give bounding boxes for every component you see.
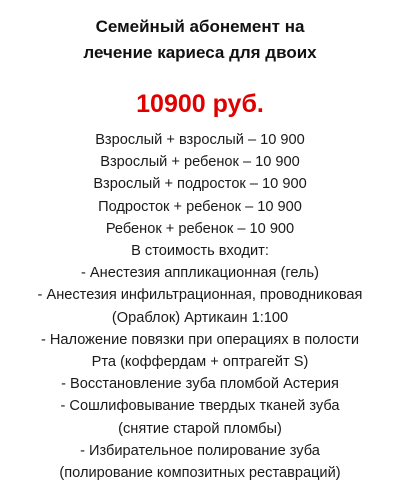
title-line-1: Семейный абонемент на <box>95 17 305 36</box>
includes-line: - Анестезия инфильтрационная, проводниковая <box>37 287 363 304</box>
page-title <box>0 14 400 66</box>
price: 10900 руб. <box>136 90 264 118</box>
option-line: Взрослый + взрослый – 10 900 <box>95 132 305 148</box>
title-line-2: лечение кариеса для двоих <box>83 43 317 62</box>
includes-line: - Анестезия аппликационная (гель) <box>81 265 319 282</box>
includes-line: - Избирательное полирование зуба <box>80 442 320 459</box>
includes-line: - Сошлифовывание твердых тканей зуба <box>60 398 340 415</box>
includes-line: (полирование композитных реставраций) <box>59 465 341 482</box>
option-line: Подросток + ребенок – 10 900 <box>98 198 302 215</box>
includes-heading: В стоимость входит: <box>131 243 269 260</box>
includes-line: (снятие старой пломбы) <box>118 420 282 437</box>
option-line: Ребенок + ребенок – 10 900 <box>105 220 295 237</box>
option-line: Взрослый + ребенок – 10 900 <box>100 154 300 171</box>
description <box>0 129 400 484</box>
includes-line: - Восстановление зуба пломбой Астерия <box>61 376 339 393</box>
includes-line: - Наложение повязки при операциях в полости <box>40 331 360 348</box>
includes-line: (Ораблок) Артикаин 1:100 <box>111 309 289 326</box>
option-line: Взрослый + подросток – 10 900 <box>93 176 307 193</box>
includes-line: Рта (коффердам + оптрагейт S) <box>91 354 309 371</box>
